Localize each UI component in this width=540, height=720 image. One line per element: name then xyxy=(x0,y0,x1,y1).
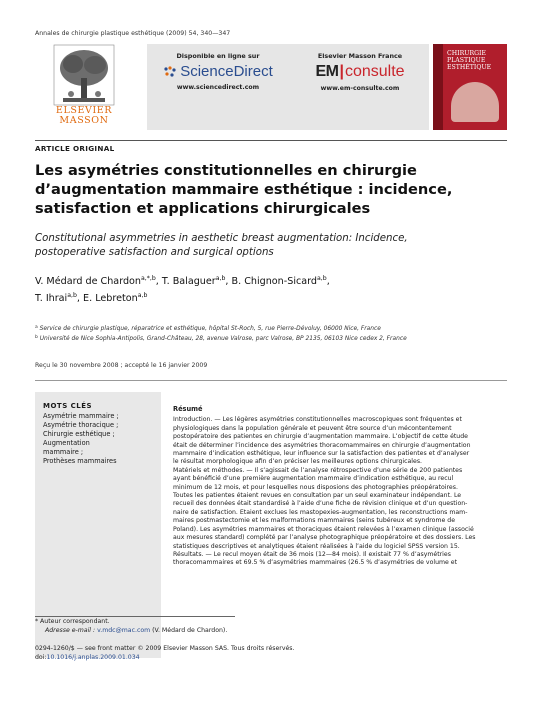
em-consulte-url[interactable]: www.em-consulte.com xyxy=(320,85,400,92)
title-line: d’augmentation mammaire esthétique : incidence, xyxy=(35,181,453,198)
abstract-line: thoracomammaires et 69.5 % d’asymétries mammaires (26.5 % d’asymétries de volume et xyxy=(173,559,458,567)
author-affiliation-mark[interactable]: a,*,b xyxy=(141,275,156,282)
author-separator: , xyxy=(76,293,84,304)
journal-cover xyxy=(433,44,507,130)
keyword-item[interactable]: Asymétrie thoracique ; xyxy=(43,421,119,429)
author-name[interactable]: T. Ihrai xyxy=(35,293,68,304)
abstract-line: Toutes les patientes étaient revues en consultation par un seul examinateur indépendant. Le xyxy=(173,492,462,500)
author-name[interactable]: V. Médard de Chardon xyxy=(35,276,142,287)
author-name[interactable]: B. Chignon-Sicard xyxy=(231,276,317,287)
email-line xyxy=(35,627,227,636)
cover-title-line3: ESTHÉTIQUE xyxy=(447,64,492,72)
abstract-line: le résultat morphologique afin d’en préciser les meilleures options chirurgicales. xyxy=(173,458,423,466)
abstract-line: mammaire d’indication esthétique, leur influence sur la satisfaction des patientes et d’analyser xyxy=(173,450,470,458)
abstract-body xyxy=(173,416,507,567)
issn-copyright-line: 0294-1260/$ — see front matter © 2009 Elsevier Masson SAS. Tous droits réservés. xyxy=(35,645,295,652)
author-name[interactable]: T. Balaguer xyxy=(161,276,216,287)
header-divider xyxy=(35,140,507,141)
corresponding-author-label: * Auteur correspondant. xyxy=(35,618,110,625)
cover-spine xyxy=(433,44,443,130)
footnote-divider xyxy=(35,616,235,617)
keywords-title: MOTS CLÉS xyxy=(43,402,93,410)
article-type: ARTICLE ORIGINAL xyxy=(35,144,115,153)
em-publisher-label: Elsevier Masson France xyxy=(317,52,403,60)
title-line: satisfaction et applications chirurgicales xyxy=(35,200,371,217)
correspondence-footnote xyxy=(35,618,227,635)
cover-illustration xyxy=(451,82,499,122)
abstract-line: aux mesures standard) complété par l’analyse photographique préopératoire et des dossiers. Les xyxy=(173,534,476,542)
cover-title xyxy=(447,50,491,72)
doi-link[interactable]: 10.1016/j.anplas.2009.01.034 xyxy=(46,653,140,661)
em-consulte-block xyxy=(297,52,423,92)
affiliation-text: Université de Nice Sophia-Antipolis, Grand-Château, 28, avenue Valrose, parc Valrose, BP 2135, 06103 Nice cedex 2, France xyxy=(39,336,407,342)
abstract xyxy=(173,405,507,568)
abstract-line: minimum de 12 mois, et pour lesquelles nous disposions des photographies préopératoires. xyxy=(173,483,458,491)
email-label: Adresse e-mail : xyxy=(45,626,98,634)
online-availability-band xyxy=(147,44,429,130)
abstract-line: ayant bénéficié d’une première augmentation mammaire d’indication esthétique, au recul xyxy=(173,475,454,483)
sciencedirect-wordmark: ScienceDirect xyxy=(180,63,273,80)
keyword-item[interactable]: Asymétrie mammaire ; xyxy=(43,412,119,420)
author-affiliation-mark[interactable]: a,b xyxy=(67,292,77,299)
cover-title-line2: PLASTIQUE xyxy=(447,57,486,65)
publisher-logo xyxy=(35,44,133,130)
keyword-item[interactable]: mammaire ; xyxy=(43,448,84,456)
publisher-name-line1: ELSEVIER xyxy=(55,105,113,116)
author-line xyxy=(35,272,505,289)
author-separator: , xyxy=(225,276,232,287)
sciencedirect-logo[interactable] xyxy=(153,63,283,80)
consulte-wordmark: consulte xyxy=(344,63,405,80)
subtitle-line: Constitutional asymmetries in aesthetic breast augmentation: Incidence, xyxy=(35,233,408,244)
keyword-item[interactable]: Chirurgie esthétique ; xyxy=(43,430,115,438)
abstract-line: Résultats. — Le recul moyen était de 36 mois (12—84 mois). Il existait 77 % d’asymétries xyxy=(173,550,451,558)
doi-line xyxy=(35,654,295,663)
author-name[interactable]: E. Lebreton xyxy=(83,293,138,304)
abstract-line: recueil des données était standardisé à l’aide d’une fiche de révision clinique et d’un question- xyxy=(173,500,468,508)
author-line xyxy=(35,289,505,306)
sd-available-label: Disponible en ligne sur xyxy=(176,52,260,60)
author-separator: , xyxy=(155,276,162,287)
keyword-item[interactable]: Augmentation xyxy=(43,439,90,447)
sciencedirect-block xyxy=(153,52,283,91)
cover-title-line1: CHIRURGIE xyxy=(447,50,487,57)
subtitle-line: postoperative satisfaction and surgical options xyxy=(35,246,274,258)
author-affiliation-mark[interactable]: a,b xyxy=(215,275,226,282)
keyword-item[interactable]: Prothèses mammaires xyxy=(43,457,117,465)
email-link[interactable]: v.mdc@mac.com xyxy=(97,626,151,634)
author-separator: , xyxy=(326,276,330,287)
affiliation-b xyxy=(35,335,505,342)
author-affiliation-mark[interactable]: a,b xyxy=(137,292,148,299)
affiliation-a xyxy=(35,325,505,332)
em-consulte-logo[interactable] xyxy=(297,63,423,81)
affiliation-mark: a xyxy=(35,325,38,330)
affiliation-text: Service de chirurgie plastique, réparatrice et esthétique, hôpital St-Roch, 5, rue Pierre-Dévoluy, 06000 Nice, France xyxy=(39,326,381,332)
article-english-title xyxy=(35,232,505,259)
abstract-line: physiologiques dans la population générale et peuvent être source d’un mécontentement xyxy=(173,424,452,432)
abstract-line: statistiques descriptives et analytiques étaient réalisées à l’aide du logiciel SPSS version 15. xyxy=(173,542,460,550)
journal-header xyxy=(35,44,507,132)
journal-reference: Annales de chirurgie plastique esthétique (2009) 54, 340—347 xyxy=(35,30,231,37)
received-dates: Reçu le 30 novembre 2008 ; accepté le 16 janvier 2009 xyxy=(35,362,208,369)
metadata-divider xyxy=(35,380,507,381)
abstract-line: était de déterminer l’incidence des asymétries thoracomammaires en chirurgie d’augmentation xyxy=(173,441,471,449)
abstract-line: Introduction. — Les légères asymétries constitutionnelles macroscopiques sont fréquentes et xyxy=(173,416,462,424)
email-suffix: (V. Médard de Chardon). xyxy=(150,626,228,634)
sciencedirect-dots-icon xyxy=(163,65,177,79)
publisher-name-line2: MASSON xyxy=(59,115,109,126)
abstract-line: maires postmastectomie et les malformations mammaires (seins tubéreux et syndrome de xyxy=(173,517,456,525)
em-wordmark: EM xyxy=(315,63,339,80)
author-affiliation-mark[interactable]: a,b xyxy=(317,275,327,282)
author-list xyxy=(35,272,505,306)
abstract-heading: Résumé xyxy=(173,405,203,413)
affiliation-mark: b xyxy=(35,335,38,340)
elsevier-tree-icon xyxy=(53,44,115,106)
abstract-line: Poland). Les asymétries mammaires et thoraciques étaient relevées à l’examen clinique (associé xyxy=(173,525,474,533)
abstract-line: naire de satisfaction. Étaient exclues les mastopexies-augmentation, les reconstructions mam- xyxy=(173,508,468,516)
sciencedirect-url[interactable]: www.sciencedirect.com xyxy=(176,84,260,91)
title-line: Les asymétries constitutionnelles en chirurgie xyxy=(35,162,417,179)
abstract-line: postopératoire des patientes en chirurgie d’augmentation mammaire. L’objectif de cette étude xyxy=(173,433,468,441)
em-wordmark-bar: | xyxy=(339,63,344,80)
doi-prefix: doi: xyxy=(35,653,47,661)
abstract-line: Matériels et méthodes. — Il s’agissait de l’analyse rétrospective d’une série de 200 patientes xyxy=(173,466,463,474)
copyright-block xyxy=(35,645,295,662)
article-title xyxy=(35,161,505,218)
